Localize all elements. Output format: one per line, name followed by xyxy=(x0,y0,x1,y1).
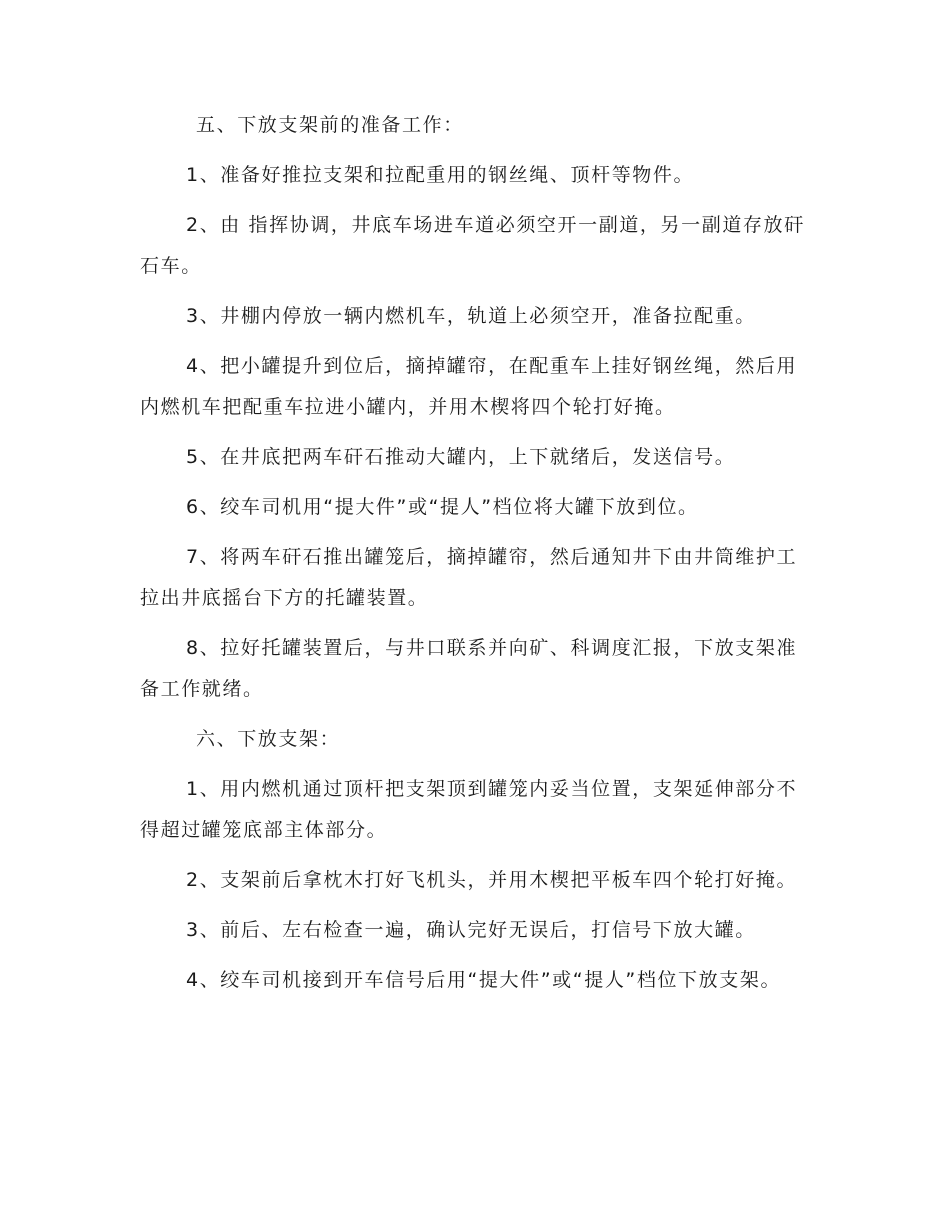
section-5-item-6: 6、绞车司机用“提大件”或“提人”档位将大罐下放到位。 xyxy=(186,496,699,518)
document-body xyxy=(140,105,810,1010)
section-5-item-1: 1、准备好推拉支架和拉配重用的钢丝绳、顶杆等物件。 xyxy=(186,164,695,186)
section-5-item-5: 5、在井底把两车矸石推动大罐内，上下就绪后，发送信号。 xyxy=(186,446,736,468)
section-5-heading: 五、下放支架前的准备工作： xyxy=(196,114,464,136)
section-6-item-3: 3、前后、左右检查一遍，确认完好无误后，打信号下放大罐。 xyxy=(186,919,756,941)
section-5-item-8: 8、拉好托罐装置后，与井口联系并向矿、科调度汇报，下放支架准备工作就绪。 xyxy=(140,637,798,700)
section-6-item-2: 2、支架前后拿枕木打好飞机头，并用木楔把平板车四个轮打好掩。 xyxy=(186,869,798,891)
section-5-item-2: 2、由 指挥协调，井底车场进车道必须空开一副道，另一副道存放矸石车。 xyxy=(140,214,805,277)
section-5-item-3: 3、井棚内停放一辆内燃机车，轨道上必须空开，准备拉配重。 xyxy=(186,305,756,327)
section-6-item-1: 1、用内燃机通过顶杆把支架顶到罐笼内妥当位置，支架延伸部分不得超过罐笼底部主体部分。 xyxy=(140,778,798,841)
section-6-heading: 六、下放支架： xyxy=(196,728,341,750)
section-5-item-7: 7、将两车矸石推出罐笼后，摘掉罐帘，然后通知井下由井筒维护工拉出井底摇台下方的托罐装置。 xyxy=(140,546,798,609)
section-6-item-4: 4、绞车司机接到开车信号后用“提大件”或“提人”档位下放支架。 xyxy=(186,969,782,991)
section-5-item-4: 4、把小罐提升到位后，摘掉罐帘，在配重车上挂好钢丝绳，然后用内燃机车把配重车拉进小罐内，并用木楔将四个轮打好掩。 xyxy=(140,355,798,418)
